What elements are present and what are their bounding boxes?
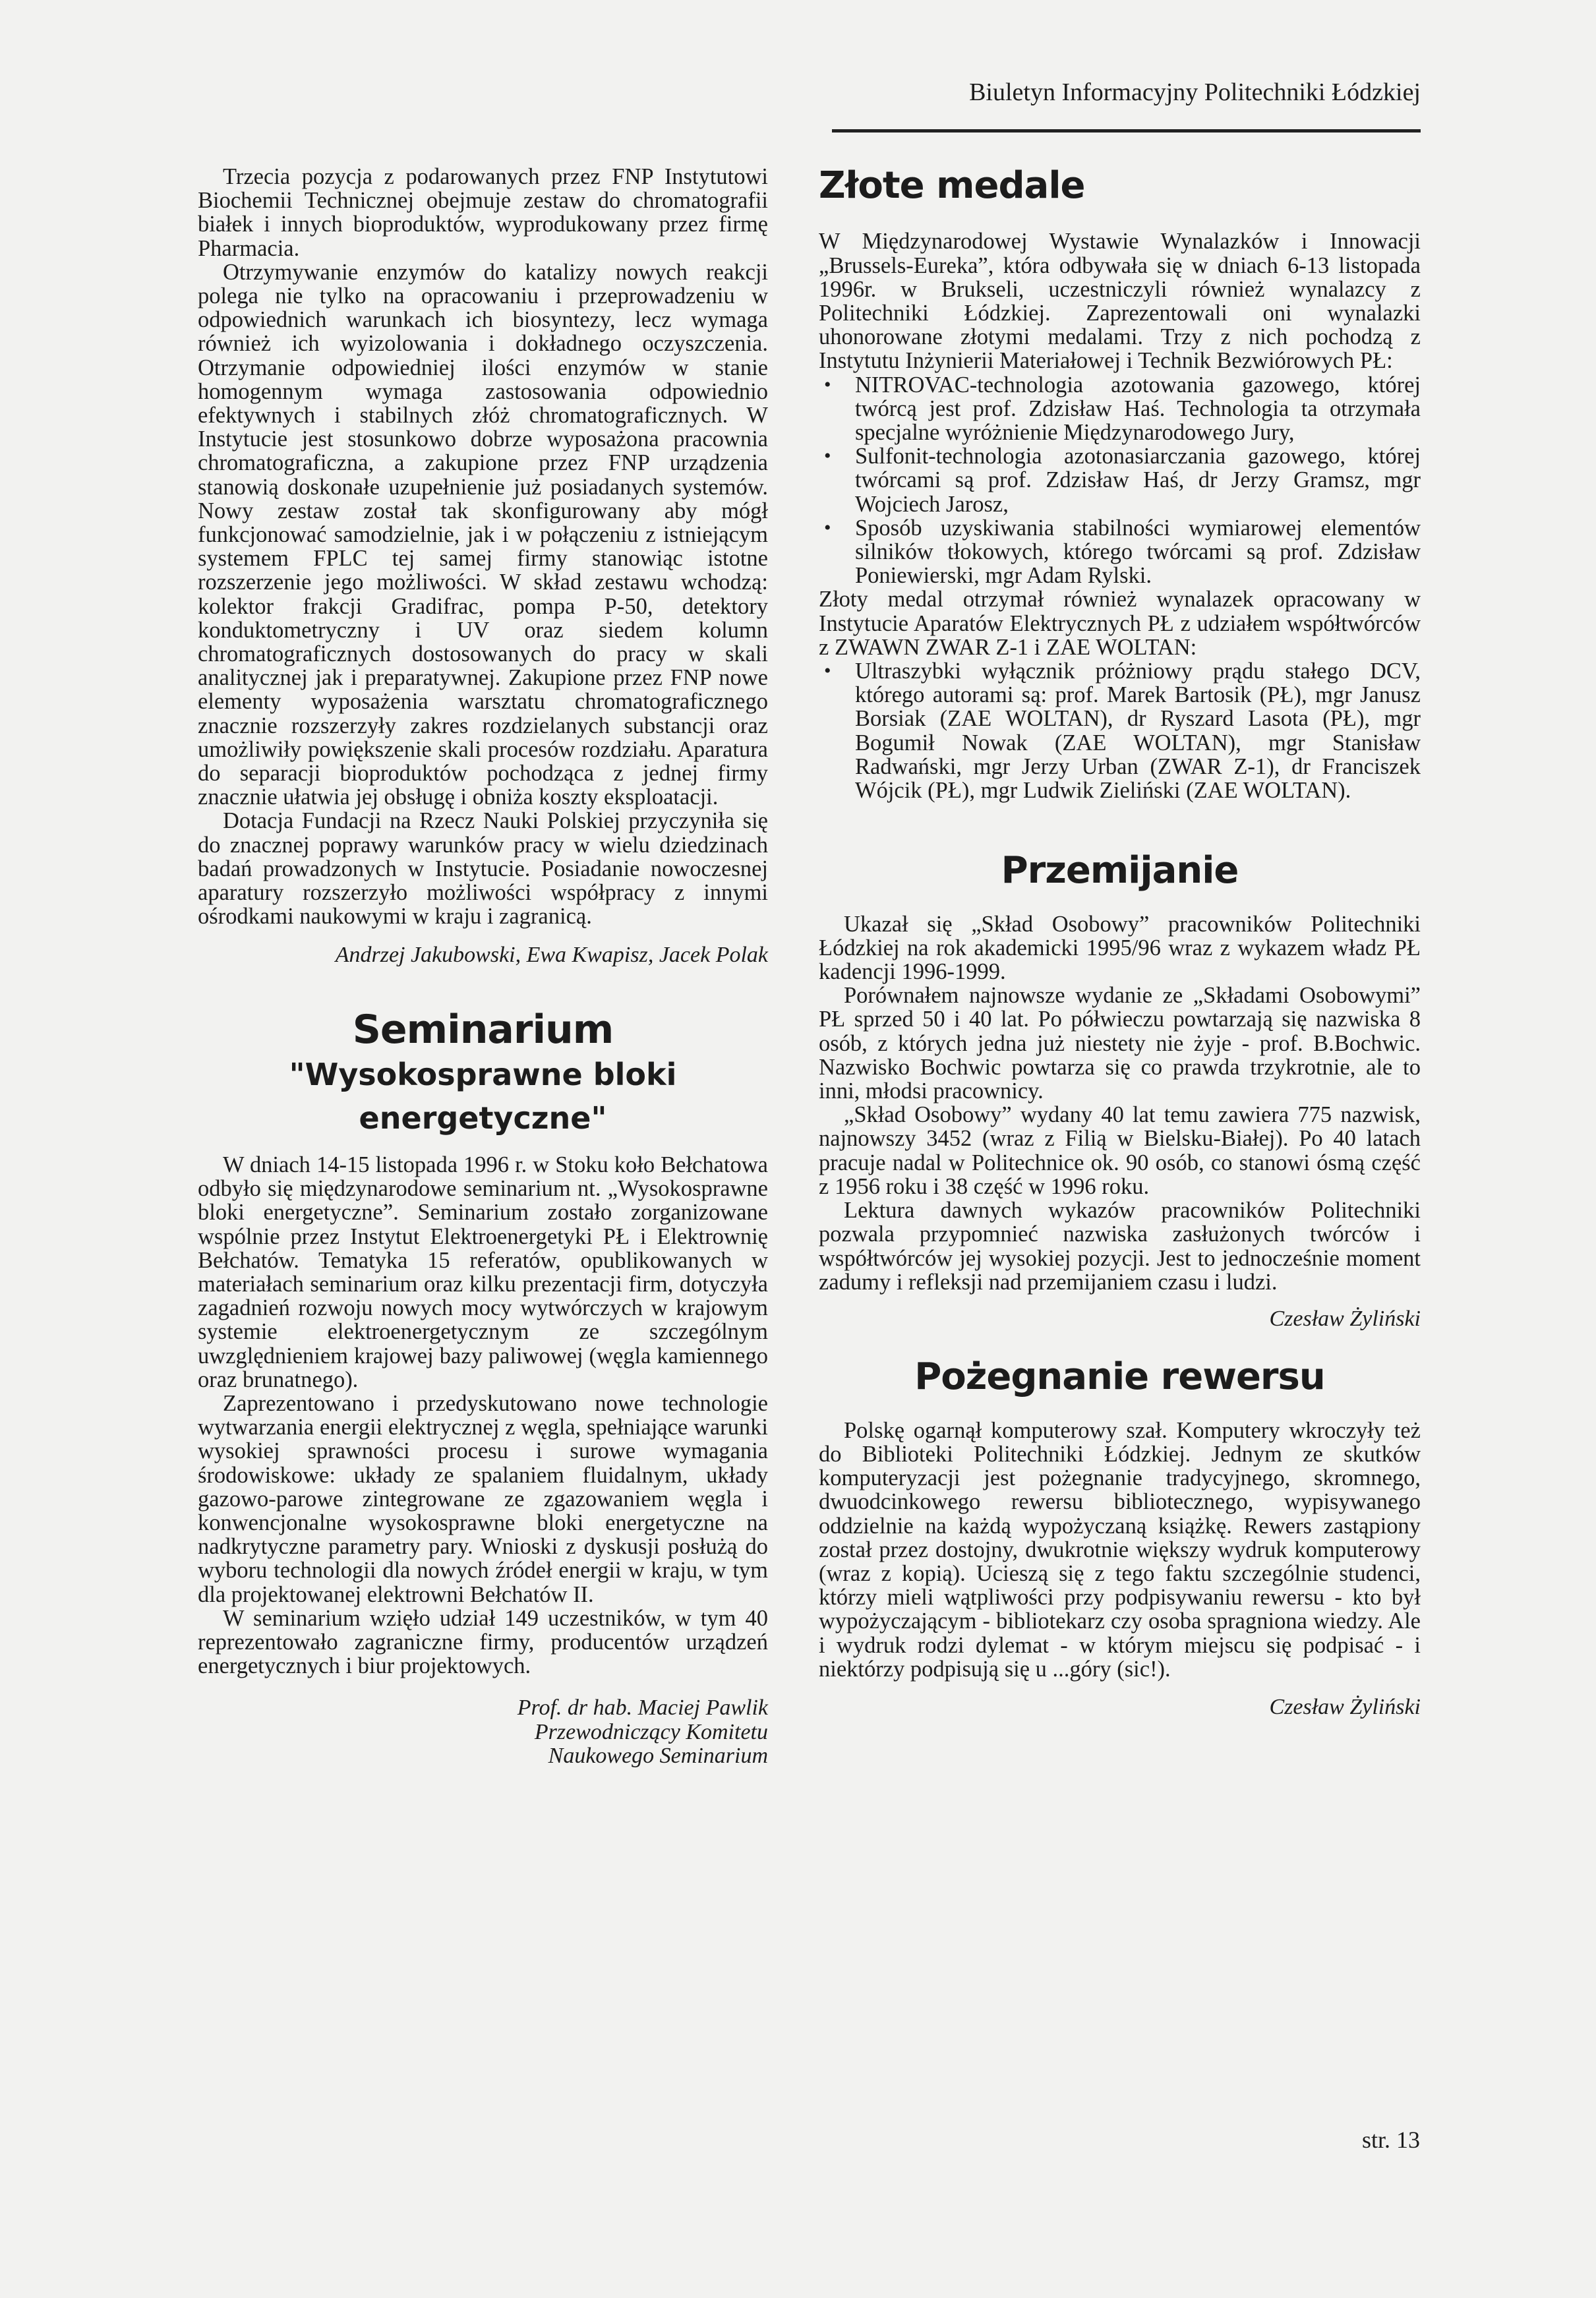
signature-line: Prof. dr hab. Maciej Pawlik bbox=[517, 1695, 768, 1721]
paragraph: „Skład Osobowy” wydany 40 lat temu zawiera 775 nazwisk, najnowszy 3452 (wraz z Filią w Bielsku-Białej). Po 40 latach pracuje nadal w Politechnice ok. 90 osób, co stanowi ósmą część z 1956 roku i 38 część w 1996 roku. bbox=[819, 1102, 1421, 1199]
bullet-icon: • bbox=[824, 373, 831, 396]
paragraph: Trzecia pozycja z podarowanych przez FNP Instytutowi Biochemii Technicznej obejmuje zestaw do chromatografii białek i innych bioproduktów, wyprodukowany przez firmę Pharmacia. bbox=[198, 164, 768, 261]
paragraph: W Międzynarodowej Wystawie Wynalazków i Innowacji „Brussels-Eureka”, która odbywała się w dniach 6-13 listopada 1996r. w Brukseli, uczestniczyli również wynalazcy z Politechniki Łódzkiej. Zaprezentowali oni wynalazki uhonorowane złotymi medalami. Trzy z nich pochodzą z Instytutu Inżynierii Materiałowej i Technik Bezwiórowych PŁ: bbox=[819, 229, 1421, 374]
invention-list bbox=[819, 373, 1421, 588]
article-seminar bbox=[198, 1007, 768, 1769]
left-column bbox=[198, 165, 768, 1769]
paragraph: Zaprezentowano i przedyskutowano nowe technologie wytwarzania energii elektrycznej z węgla, spełniające warunki wysokiej sprawności procesu i surowe wymagania środowiskowe: układy ze spalaniem fluidalnym, układy gazowo-parowe zintegrowane ze zgazowaniem węgla i konwencjonalne wysokosprawne bloki energetyczne na nadkrytyczne parametry pary. Wnioski z dyskusji posłużą do wyboru technologii dla nowych źródeł energii w kraju, w tym dla projektowanej elektrowni Bełchatów II. bbox=[198, 1391, 768, 1607]
signature-line: Przewodniczący Komitetu bbox=[534, 1719, 768, 1744]
paragraph: Ukazał się „Skład Osobowy” pracowników Politechniki Łódzkiej na rok akademicki 1995/96 wraz z wykazem władz PŁ kadencji 1996-1999. bbox=[819, 911, 1421, 985]
article-gold-medals bbox=[819, 165, 1421, 802]
header-rule bbox=[832, 129, 1421, 133]
seminar-signature bbox=[198, 1696, 768, 1769]
paragraph: Otrzymywanie enzymów do katalizy nowych reakcji polega nie tylko na opracowaniu i przeprowadzeniu w odpowiednich warunkach ich biosyntezy, lecz wymaga również ich wyizolowania i dokładnego oczyszczenia. Otrzymanie odpowiedniej ilości enzymów w stanie homogennym wymaga zastosowania odpowiednio efektywnych i stabilnych złóż chromatograficznych. W Instytucie jest stosunkowo dobrze wyposażona pracownia chromatograficzna, a zakupione przez FNP urządzenia stanowią doskonałe uzupełnienie już posiadanych systemów. Nowy zestaw został tak skonfigurowany aby mógł funkcjonować samodzielnie, jak i w połączeniu z istniejącym systemem FPLC tej samej firmy stanowiąc istotne rozszerzenie jego możliwości. W skład zestawu wchodzą: kolektor frakcji Gradifrac, pompa P-50, detektory konduktometryczny i UV oraz siedem kolumn chromatograficznych dostosowanych do pracy w skali analitycznej jak i preparatywnej. Zakupione przez FNP nowe elementy wyposażenia warsztatu chromatograficznego znacznie rozszerzyły zakres rozdzielanych substancji oraz umożliwiły powiększenie skali procesów rozdziału. Aparatura do separacji bioproduktów pochodząca z jednej firmy znacznie ułatwia jej obsługę i obniża koszty eksploatacji. bbox=[198, 259, 768, 810]
list-item: • Ultraszybki wyłącznik próżniowy prądu stałego DCV, którego autorami są: prof. Marek Bartosik (PŁ), mgr Janusz Borsiak (ZAE WOLTAN), dr Ryszard Lasota (PŁ), mgr Bogumił Nowak (ZAE WOLTAN), mgr Stanisław Radwański, mgr Jerzy Urban (ZWAR Z-1), dr Franciszek Wójcik (PŁ), mgr Ludwik Zieliński (ZAE WOLTAN). bbox=[824, 659, 1421, 804]
bullet-icon: • bbox=[824, 445, 831, 467]
section-title: Seminarium bbox=[352, 1007, 614, 1053]
section-subtitle: energetyczne" bbox=[359, 1100, 607, 1136]
invention-list bbox=[819, 659, 1421, 802]
article-signature: Czesław Żyliński bbox=[1269, 1695, 1421, 1720]
article-przemijanie bbox=[819, 850, 1421, 1331]
list-item: • NITROVAC-technologia azotowania gazowego, której twórcą jest prof. Zdzisław Haś. Technologia ta otrzymała specjalne wyróżnienie Międzynarodowego Jury, bbox=[824, 372, 1421, 446]
paragraph: Polskę ogarnął komputerowy szał. Komputery wkroczyły też do Biblioteki Politechniki Łódzkiej. Jednym ze skutków komputeryzacji jest pożegnanie tradycyjnego, skromnego, dwuodcinkowego rewersu bibliotecznego, wypisywanego oddzielnie na każdą wypożyczaną książkę. Rewers zastąpiony został przez dostojny, dwukrotnie większy wydruk komputerowy (wraz z kopią). Ucieszą się z tego faktu szczególnie studenci, którzy mieli wątpliwości przy podpisywaniu rewersu - kto był wypożyczającym - bibliotekarz czy osoba spragniona wiedzy. Ale i wydruk rodzi dylemat - w którym miejscu się podpisać - i niektórzy podpisują się u ...góry (sic!). bbox=[819, 1417, 1421, 1682]
list-item: • Sulfonit-technologia azotonasiarczania gazowego, której twórcami są prof. Zdzisław Haś, dr Jerzy Gramsz, mgr Wojciech Jarosz, bbox=[824, 444, 1421, 517]
bullet-icon: • bbox=[824, 660, 831, 682]
paragraph: Złoty medal otrzymał również wynalazek opracowany w Instytucie Aparatów Elektrycznych PŁ z udziałem współtwórców z ZWAWN ZWAR Z-1 i ZAE WOLTAN: bbox=[819, 587, 1421, 660]
paragraph: W dniach 14-15 listopada 1996 r. w Stoku koło Bełchatowa odbyło się międzynarodowe seminarium nt. „Wysokosprawne bloki energetyczne”. Seminarium zostało zorganizowane wspólnie przez Instytut Elektroenergetyki PŁ i Elektrownię Bełchatów. Tematyka 15 referatów, opublikowanych w materiałach seminarium oraz kilku prezentacji firm, dotyczyła zagadnień rozwoju nowych mocy wytwórczych w krajowym systemie elektroenergetycznym ze szczególnym uwzględnieniem krajowej bazy paliwowej (węgla kamiennego oraz brunatnego). bbox=[198, 1152, 768, 1392]
signature-line: Naukowego Seminarium bbox=[548, 1744, 768, 1769]
section-title: Przemijanie bbox=[1001, 849, 1239, 893]
right-column bbox=[819, 165, 1421, 1720]
article-signature: Czesław Żyliński bbox=[1269, 1306, 1421, 1331]
paragraph: Lektura dawnych wykazów pracowników Politechniki pozwala przypomnieć nazwiska zasłużonych twórców i współtwórców jej wysokiej pozycji. Jest to jednocześnie moment zadumy i refleksji nad przemijaniem czasu i ludzi. bbox=[819, 1198, 1421, 1295]
article-signature: Andrzej Jakubowski, Ewa Kwapisz, Jacek Polak bbox=[335, 942, 768, 967]
page-number: str. 13 bbox=[1361, 2127, 1420, 2153]
bulletin-header: Biuletyn Informacyjny Politechniki Łódzkiej bbox=[969, 78, 1421, 106]
article-biochemistry bbox=[198, 165, 768, 967]
section-title: Pożegnanie rewersu bbox=[914, 1355, 1325, 1399]
paragraph: Porównałem najnowsze wydanie ze „Składami Osobowymi” PŁ sprzed 50 i 40 lat. Po półwieczu powtarzają się nazwiska 8 osób, z których jedna już niestety nie żyje - prof. B.Bochwic. Nazwisko Bochwic powtarza się co prawda trzykrotnie, ale to inni, młodsi pracownicy. bbox=[819, 983, 1421, 1104]
section-subtitle: "Wysokosprawne bloki bbox=[289, 1057, 677, 1092]
section-title: Złote medale bbox=[819, 164, 1085, 207]
paragraph: Dotacja Fundacji na Rzecz Nauki Polskiej przyczyniła się do znacznej poprawy warunków pracy w wielu dziedzinach badań prowadzonych w Instytucie. Posiadanie nowoczesnej aparatury rozszerzyło możliwości współpracy z innymi ośrodkami naukowymi w kraju i zagranicą. bbox=[198, 808, 768, 929]
list-item: • Sposób uzyskiwania stabilności wymiarowej elementów silników tłokowych, którego twórcami są prof. Zdzisław Poniewierski, mgr Adam Rylski. bbox=[824, 515, 1421, 589]
bullet-icon: • bbox=[824, 516, 831, 539]
paragraph: W seminarium wzięło udział 149 uczestników, w tym 40 reprezentowało zagraniczne firmy, producentów urządzeń energetycznych i biur projektowych. bbox=[198, 1605, 768, 1679]
article-rewers bbox=[819, 1356, 1421, 1719]
